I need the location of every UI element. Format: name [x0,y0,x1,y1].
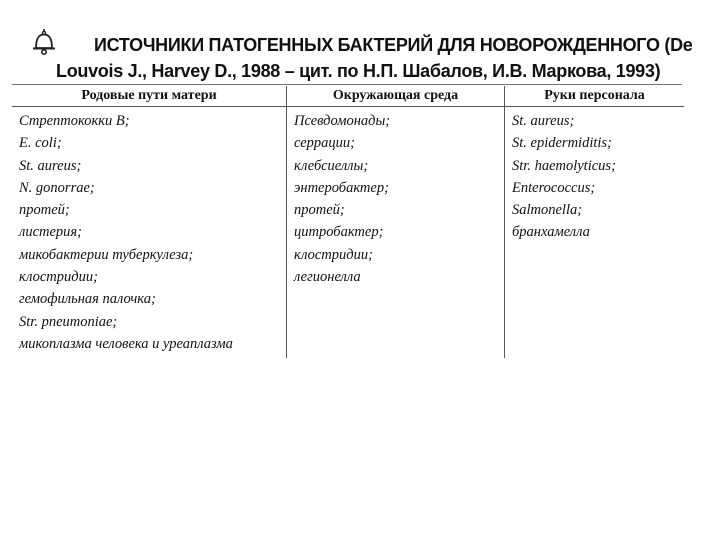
bacteria-sources-table [12,86,684,358]
list-item: серрации; [294,135,356,152]
header-maternal-birth-canal: Родовые пути матери [12,86,287,107]
list-item: St. aureus; [19,157,82,174]
list-item: Str. pneumoniae; [19,313,118,330]
list-item: бранхамелла [512,224,590,241]
list-item: клостридии; [19,269,98,286]
list-item: протей; [19,202,70,219]
list-item: Стрептококки В; [19,113,130,129]
list-item: St. aureus; [512,113,575,129]
list-item: Псевдомонады; [294,113,391,129]
list-item: Str. haemolyticus; [512,157,616,174]
list-item: клостридии; [294,246,373,263]
column-environment [287,107,505,359]
header-rule [12,84,682,85]
list-item: легионелла [294,269,361,286]
bell-icon [30,28,58,56]
list-item: Salmonella; [512,202,583,219]
title-line-1: ИСТОЧНИКИ ПАТОГЕННЫХ БАКТЕРИЙ ДЛЯ НОВОРОЖДЕННОГО (De [94,35,693,55]
list-item: N. gonorrae; [19,179,95,196]
list-item: энтеробактер; [294,179,389,196]
column-staff-hands [505,107,685,359]
column-maternal-birth-canal [12,107,287,359]
table-header-row [12,86,684,107]
list-item: микоплазма человека и уреаплазма [19,335,233,352]
list-item: клебсиеллы; [294,157,369,174]
list-item: листерия; [19,224,82,241]
list-item: цитробактер; [294,224,384,241]
page-title [56,32,704,84]
list-item: E. coli; [19,135,62,152]
list-item: Enterococcus; [512,179,596,196]
list-item: протей; [294,202,345,219]
table-row [12,107,684,359]
list-item: гемофильная палочка; [19,291,156,308]
list-item: St. epidermiditis; [512,135,612,152]
header-environment: Окружающая среда [287,86,505,107]
title-line-2: Louvois J., Harvey D., 1988 – цит. по Н.П. Шабалов, И.В. Маркова, 1993) [56,61,661,81]
header-staff-hands: Руки персонала [505,86,685,107]
list-item: микобактерии туберкулеза; [19,246,194,263]
